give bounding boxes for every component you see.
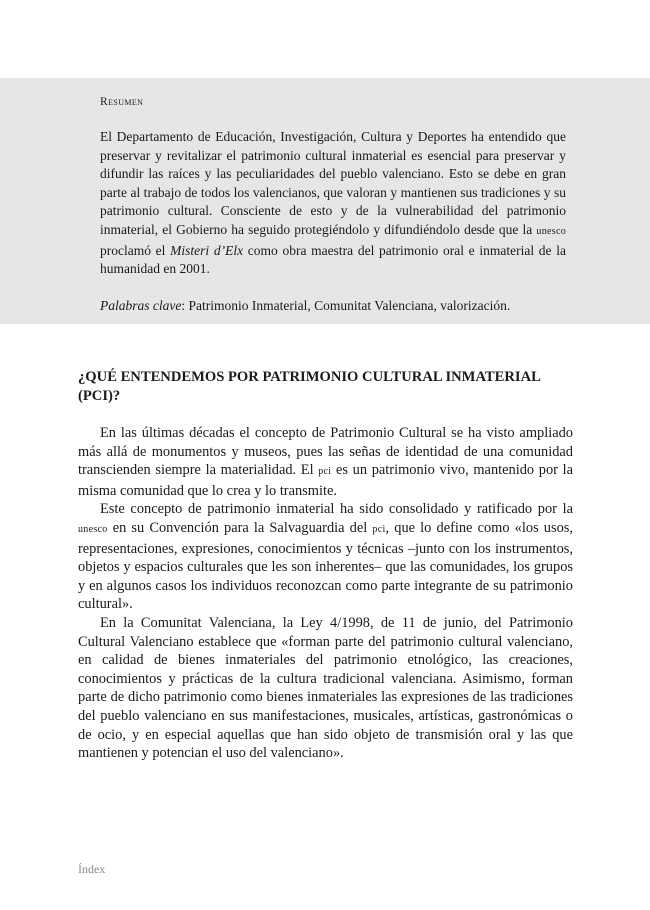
unesco-acronym: unesco [78,523,108,535]
index-link[interactable]: Índex [78,862,106,876]
paragraph-2 [78,500,573,614]
abstract-content [100,95,566,315]
paragraph-text: Este concepto de patrimonio inmaterial ha sido consolidado y ratificado por la [100,501,573,518]
abstract-text-part: proclamó el [100,242,171,258]
paragraph-3: En la Comunitat Valenciana, la Ley 4/1998, de 11 de junio, del Patrimonio Cultural Valenciano establece que «forman parte del patrimonio cultural valenciano, en calidad de bienes inmateriales del patrimonio etnológico, las creaciones, conocimientos y prácticas de la cultura tradicional valenciana. Asimismo, forman parte de dicho patrimonio como bienes inmateriales las expresiones de las tradiciones del pueblo valenciano en sus manifestaciones, musicales, artísticas, gastronómicas o de ocio, y en especial aquellas que han sido objeto de transmisión oral y las que mantienen y potencian el uso del valenciano». [78,614,573,762]
paragraph-1 [78,424,573,500]
pci-acronym: pci [372,523,386,535]
abstract-text [100,128,566,279]
abstract-text-part: El Departamento de Educación, Investigación, Cultura y Deportes ha entendido que preservar y revitalizar el patrimonio cultural inmaterial es esencial para preservar y difundir las raíces y las peculiaridades del pueblo valenciano. Esto se debe en gran parte al trabajo de todos los valencianos, que valoran y mantienen sus tradiciones y su patrimonio cultural. Consciente de esto y de la vulnerabilidad del patrimonio inmaterial, el Gobierno ha seguido protegiéndolo y difundiéndolo desde que la [100,129,566,237]
keywords-label: Palabras clave [100,297,182,313]
abstract-text-part: como obra maestra del patrimonio oral e inmaterial de la humanidad en 2001. [100,242,566,277]
paragraph-text: en su Convención para la Salvaguardia del [107,519,373,536]
keywords-separator: : [181,297,189,313]
abstract-box [0,78,650,324]
keywords-list: Patrimonio Inmaterial, Comunitat Valenciana, valorización. [188,297,511,313]
pci-acronym: pci [318,466,332,478]
section-heading: ¿QUÉ ENTENDEMOS POR PATRIMONIO CULTURAL INMATERIAL (PCI)? [78,369,541,404]
work-title: Misteri d’Elx [170,242,244,258]
body-text [78,424,573,763]
abstract-heading: Resumen [100,96,144,108]
keywords-line [100,297,566,316]
paragraph-text: es un patrimonio vivo, mantenido por la misma comunidad que lo crea y lo transmite. [78,462,573,499]
unesco-acronym: unesco [536,225,566,237]
paragraph-text: En las últimas décadas el concepto de Patrimonio Cultural se ha visto ampliado más allá de monumentos y museos, pues las señas de identidad de una comunidad transcienden siempre la materialidad. El [78,425,573,479]
paragraph-text: , que lo define como «los usos, representaciones, expresiones, conocimientos y técnicas –junto con los instrumentos, objetos y espacios culturales que les son inherentes– que las comunidades, los grupos y en algunos casos los individuos reconozcan como parte integrante de su patrimonio cultural». [78,519,573,613]
